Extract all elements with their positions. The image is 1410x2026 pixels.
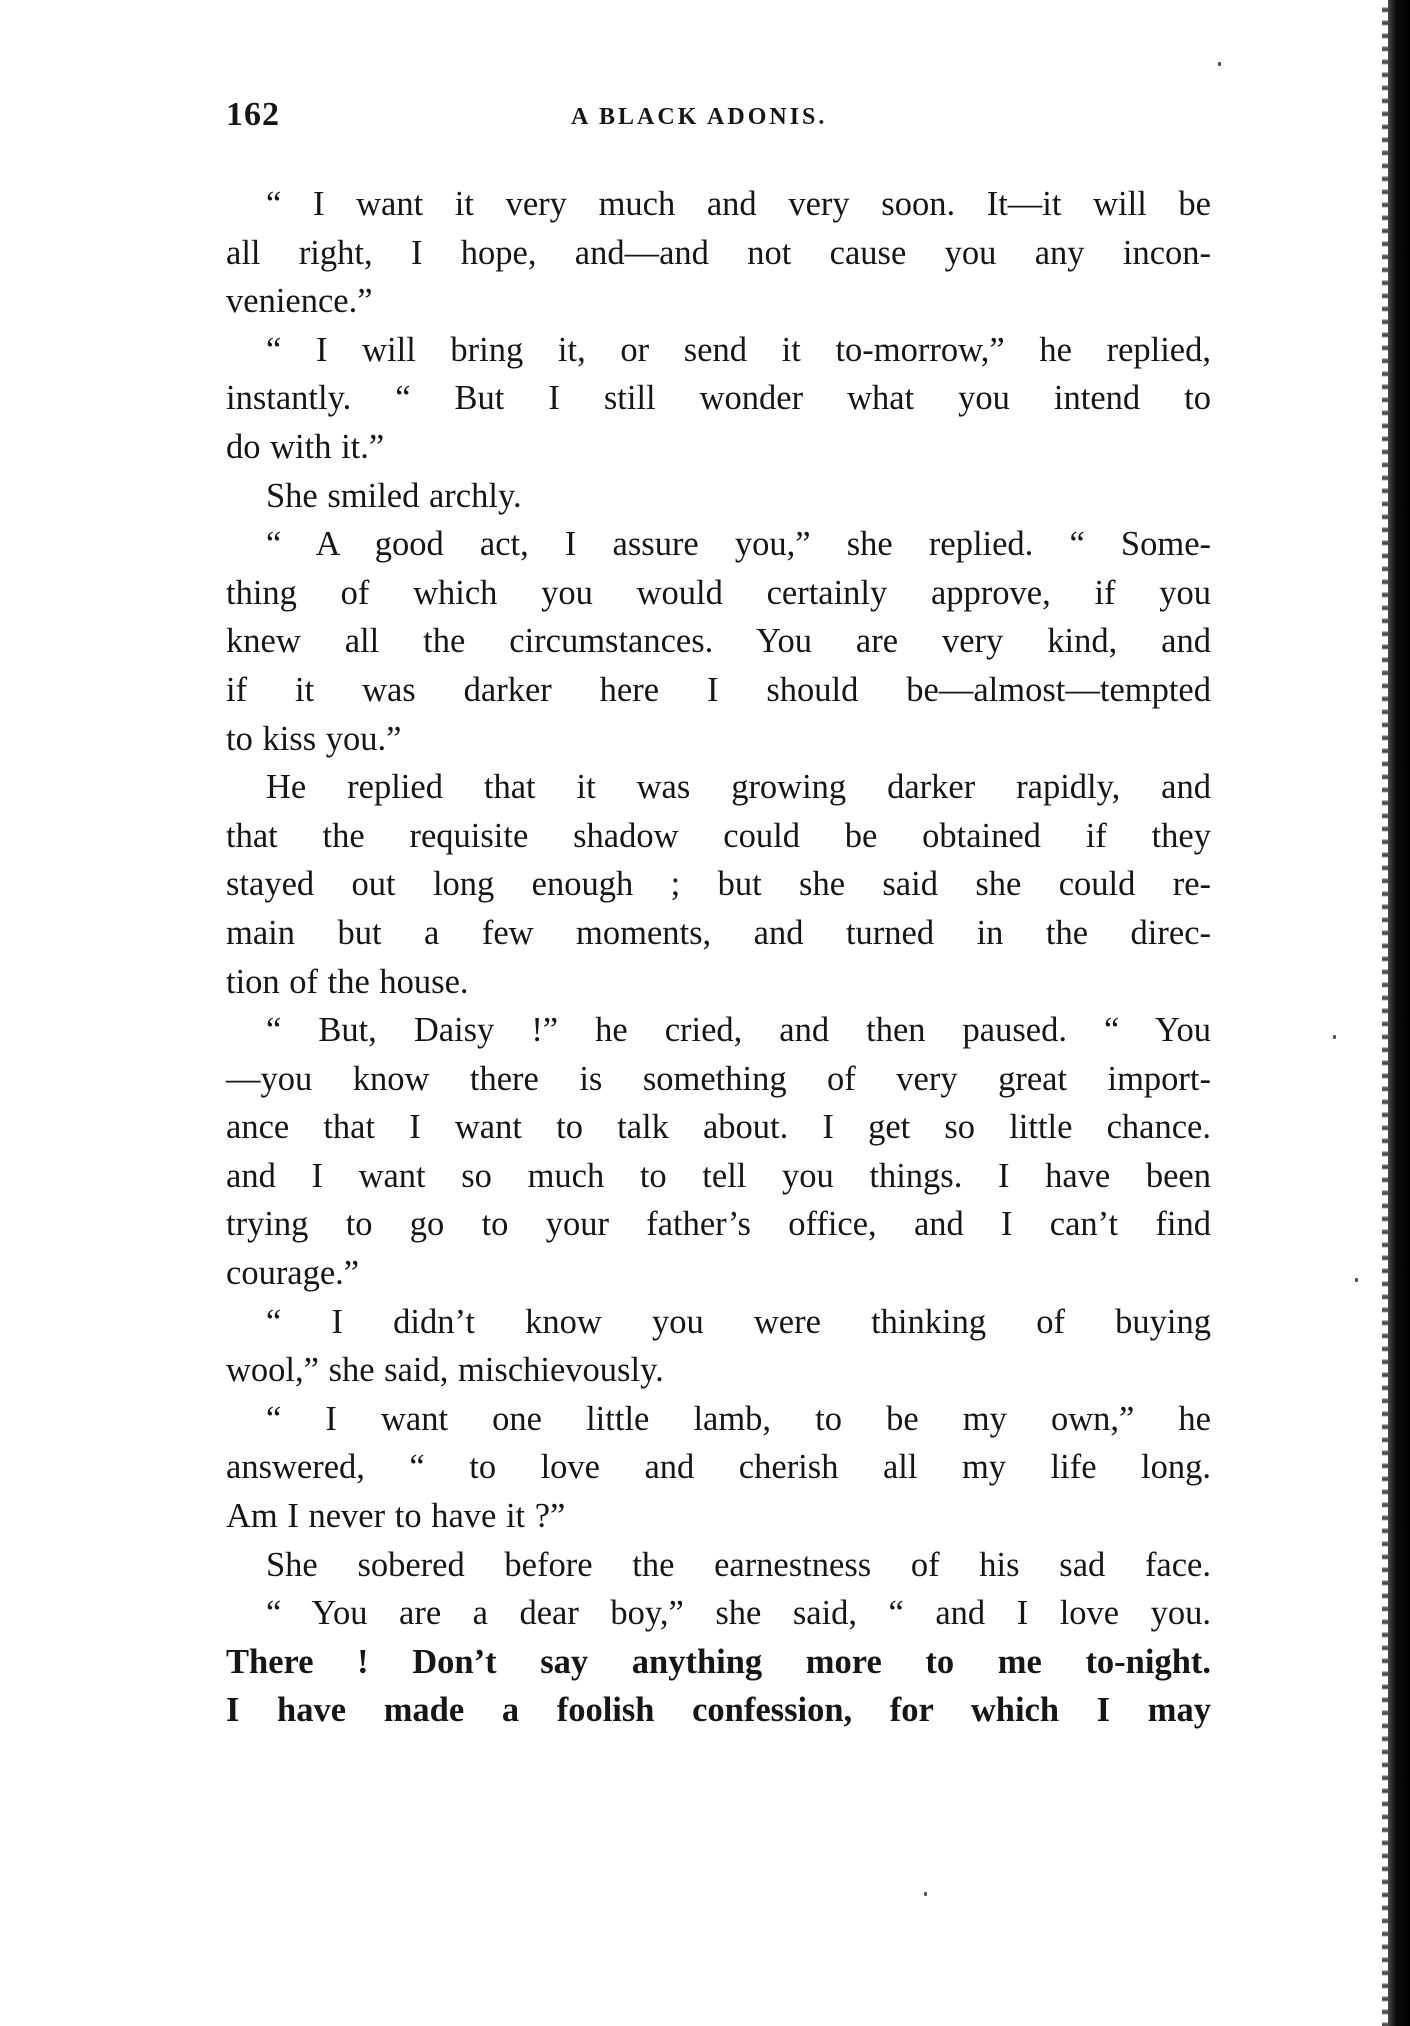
text-line: “ I want it very much and very soon. It—it will be bbox=[266, 185, 1211, 223]
text-line: venience.” bbox=[226, 282, 373, 321]
page-number: 162 bbox=[226, 96, 280, 133]
text-line: “ But, Daisy !” he cried, and then paused. “ You bbox=[266, 1011, 1211, 1050]
text-line: tion of the house. bbox=[226, 962, 469, 1001]
body-text bbox=[226, 180, 1211, 1735]
text-line: courage.” bbox=[226, 1254, 360, 1293]
running-title: A BLACK ADONIS. bbox=[571, 104, 828, 130]
print-speck bbox=[1333, 1035, 1336, 1039]
text-line: There ! Don’t say anything more to me to-night. bbox=[226, 1642, 1211, 1681]
text-line: “ You are a dear boy,” she said, “ and I love you. bbox=[266, 1594, 1211, 1633]
text-line: She sobered before the earnestness of his sad face. bbox=[266, 1545, 1211, 1584]
text-line: She smiled archly. bbox=[266, 476, 522, 515]
print-speck bbox=[1218, 62, 1221, 66]
text-line: and I want so much to tell you things. I have been bbox=[226, 1156, 1211, 1195]
text-line: all right, I hope, and—and not cause you any incon- bbox=[226, 233, 1211, 272]
text-line: I have made a foolish confession, for which I may bbox=[226, 1691, 1211, 1730]
text-line: trying to go to your father’s office, and I can’t find bbox=[226, 1205, 1211, 1244]
text-line: “ I will bring it, or send it to-morrow,” he replied, bbox=[266, 330, 1211, 369]
text-line: thing of which you would certainly approve, if you bbox=[226, 573, 1211, 612]
text-line: that the requisite shadow could be obtained if they bbox=[226, 816, 1211, 855]
text-line: He replied that it was growing darker rapidly, and bbox=[266, 768, 1211, 807]
text-line: knew all the circumstances. You are very kind, and bbox=[226, 622, 1211, 661]
text-line: instantly. “ But I still wonder what you intend to bbox=[226, 379, 1211, 418]
text-line: ance that I want to talk about. I get so little chance. bbox=[226, 1108, 1211, 1147]
text-line: “ I didn’t know you were thinking of buying bbox=[266, 1302, 1211, 1341]
print-speck bbox=[924, 1892, 927, 1896]
text-line: “ I want one little lamb, to be my own,” he bbox=[266, 1399, 1211, 1438]
text-line: “ A good act, I assure you,” she replied. “ Some- bbox=[266, 525, 1211, 564]
text-line: main but a few moments, and turned in the direc- bbox=[226, 913, 1211, 952]
book-spine-shadow bbox=[1388, 0, 1410, 2026]
text-line: wool,” she said, mischievously. bbox=[226, 1351, 664, 1390]
print-speck bbox=[1355, 1278, 1358, 1282]
page-header bbox=[226, 96, 1211, 140]
text-line: if it was darker here I should be—almost—tempted bbox=[226, 670, 1211, 709]
text-line: —you know there is something of very great import- bbox=[226, 1059, 1211, 1098]
text-line: to kiss you.” bbox=[226, 719, 402, 758]
text-line: Am I never to have it ?” bbox=[226, 1497, 566, 1536]
text-line: do with it.” bbox=[226, 427, 385, 466]
text-line: stayed out long enough ; but she said she could re- bbox=[226, 865, 1211, 904]
text-line: answered, “ to love and cherish all my life long. bbox=[226, 1448, 1211, 1487]
